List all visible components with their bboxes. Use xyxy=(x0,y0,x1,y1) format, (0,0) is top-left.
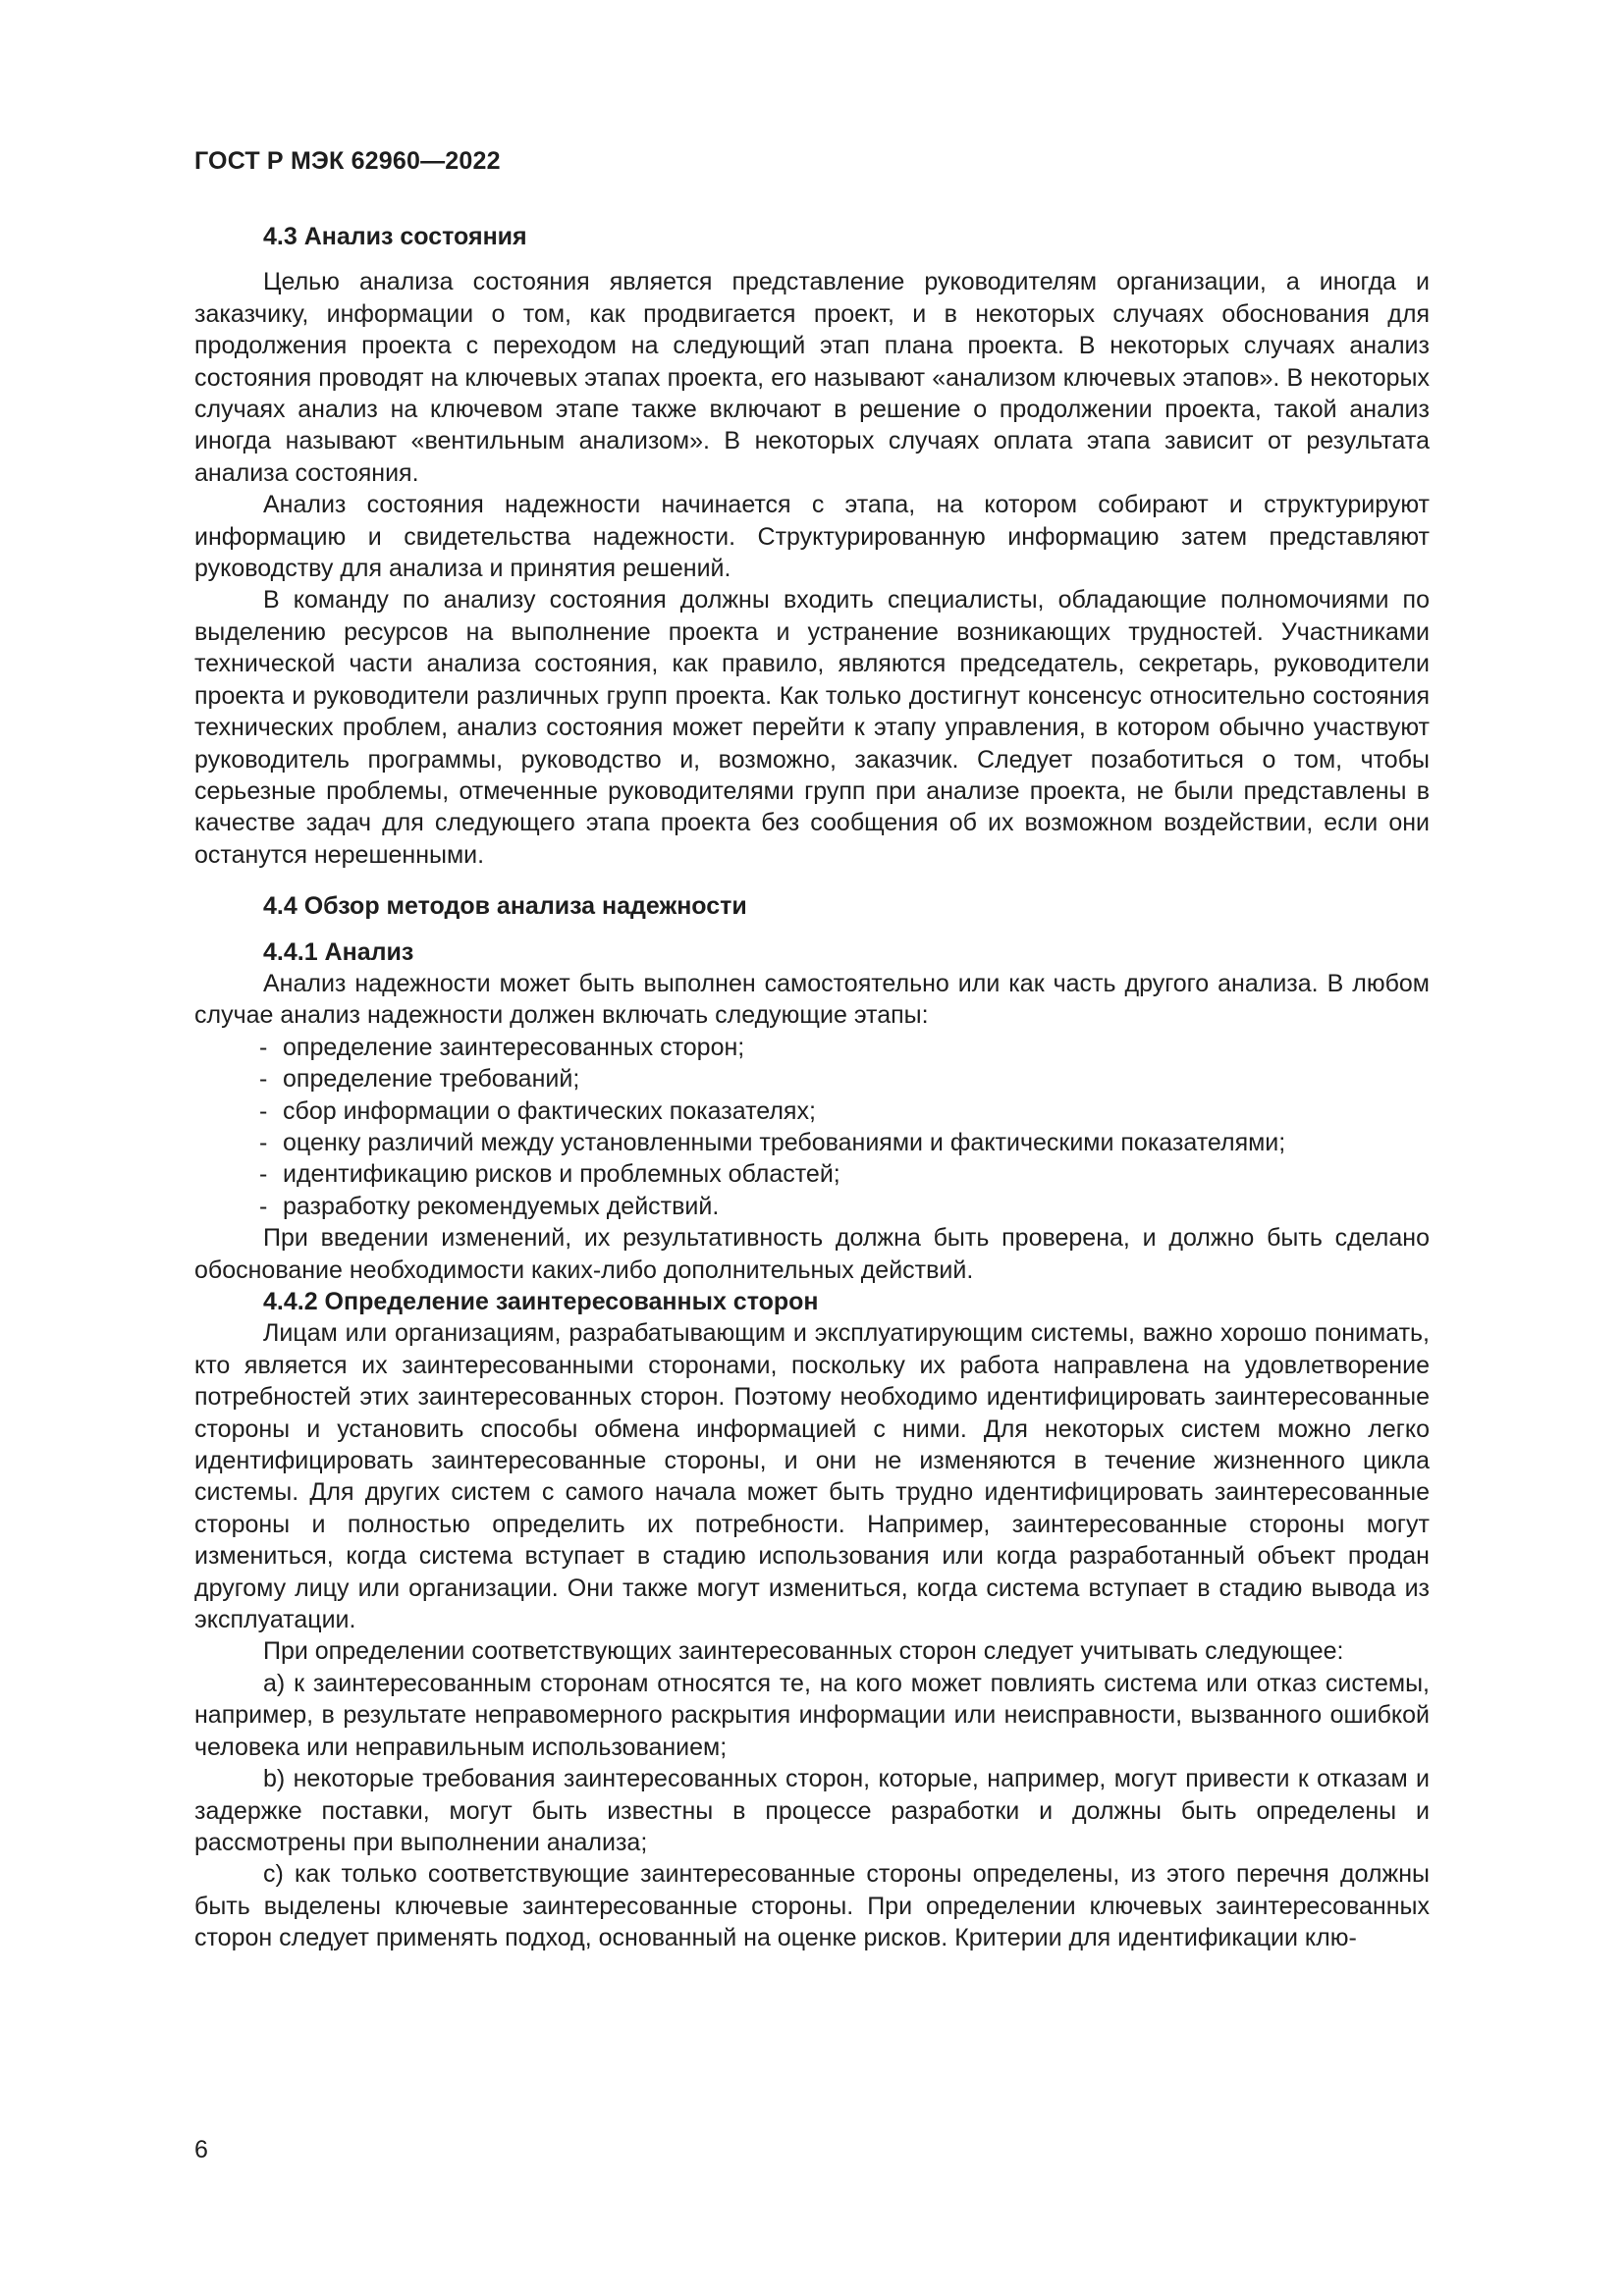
list-item: - определение требований; xyxy=(259,1065,580,1094)
list-item: - идентификацию рисков и проблемных областей; xyxy=(259,1160,840,1189)
section-4-4-title: 4.4 Обзор методов анализа надежности xyxy=(263,892,747,921)
section-4-4-1-intro: Анализ надежности может быть выполнен самостоятельно или как часть другого анализа. В любом случае анализ надежности должен включать следующие этапы: xyxy=(194,969,1430,1030)
section-4-4-2-title: 4.4.2 Определение заинтересованных сторон xyxy=(263,1288,819,1315)
section-4-3-paragraph: Анализ состояния надежности начинается с этапа, на котором собирают и структурируют информацию и свидетельства надежности. Структурированную информацию затем представляют руководству для анализа и принятия решений. xyxy=(194,491,1430,583)
list-item: - оценку различий между установленными требованиями и фактическими показателями; xyxy=(259,1128,1286,1156)
page-number: 6 xyxy=(194,2136,208,2163)
list-item: - определение заинтересованных сторон; xyxy=(259,1033,745,1061)
document-header: ГОСТ Р МЭК 62960—2022 xyxy=(194,147,501,175)
list-item: - разработку рекомендуемых действий. xyxy=(259,1192,720,1220)
document-body xyxy=(194,221,1430,1954)
section-4-3-paragraph: В команду по анализу состояния должны входить специалисты, обладающие полномочиями по выделению ресурсов на выполнение проекта и устранение возникающих трудностей. Участниками технической части анализа состояния, как правило, являются председатель, секретарь, руководители проекта и руководители различных групп проекта. Как только достигнут консенсус относительно состояния технических проблем, анализ состояния может перейти к этапу управления, в котором обычно участвуют руководитель программы, руководство и, возможно, заказчик. Следует позаботиться о том, чтобы серьезные проблемы, отмеченные руководителями групп при анализе проекта, не были представлены в качестве задач для следующего этапа проекта без сообщения об их возможном воздействии, если они останутся нерешенными. xyxy=(194,586,1430,869)
section-4-4-2-item-b: b) некоторые требования заинтересованных сторон, которые, например, могут привести к отказам и задержке поставки, могут быть известны в процессе разработки и должны быть определены и рассмотрены при выполнении анализа; xyxy=(194,1765,1430,1856)
steps-list xyxy=(194,1032,1430,1222)
list-item: - сбор информации о фактических показателях; xyxy=(259,1096,816,1125)
section-4-4-2-item-c: c) как только соответствующие заинтересованные стороны определены, из этого перечня должны быть выделены ключевые заинтересованные стороны. При определении ключевых заинтересованных сторон следует применять подход, основанный на оценке рисков. Критерии для идентификации клю- xyxy=(194,1860,1430,1952)
section-4-4-1-title: 4.4.1 Анализ xyxy=(263,937,414,966)
section-4-4-2-item-a: a) к заинтересованным сторонам относятся те, на кого может повлиять система или отказ системы, например, в результате неправомерного раскрытия информации или неисправности, вызванного ошибкой человека или неправильным использованием; xyxy=(194,1669,1430,1761)
section-4-3-paragraph: Целью анализа состояния является представление руководителям организации, а иногда и заказчику, информации о том, как продвигается проект, и в некоторых случаях обоснования для продолжения проекта с переходом на следующий этап плана проекта. В некоторых случаях анализ состояния проводят на ключевых этапах проекта, его называют «анализом ключевых этапов». В некоторых случаях анализ на ключевом этапе также включают в решение о продолжении проекта, такой анализ иногда называют «вентильным анализом». В некоторых случаях оплата этапа зависит от результата анализа состояния. xyxy=(194,268,1430,487)
section-4-4-2-paragraph: При определении соответствующих заинтересованных сторон следует учитывать следующее: xyxy=(263,1637,1344,1666)
section-4-4-1-outro: При введении изменений, их результативность должна быть проверена, и должно быть сделано обоснование необходимости каких-либо дополнительных действий. xyxy=(194,1224,1430,1284)
section-4-4-2-paragraph: Лицам или организациям, разрабатывающим и эксплуатирующим системы, важно хорошо понимать, кто является их заинтересованными сторонами, поскольку их работа направлена на удовлетворение потребностей этих заинтересованных сторон. Поэтому необходимо идентифицировать заинтересованные стороны и установить способы обмена информацией с ними. Для некоторых систем можно легко идентифицировать заинтересованные стороны, и они не изменяются в течение жизненного цикла системы. Для других систем с самого начала может быть трудно идентифицировать заинтересованные стороны и полностью определить их потребности. Например, заинтересованные стороны могут измениться, когда система вступает в стадию использования или когда разработанный объект продан другому лицу или организации. Они также могут измениться, когда система вступает в стадию вывода из эксплуатации. xyxy=(194,1319,1430,1634)
section-4-3-title: 4.3 Анализ состояния xyxy=(263,223,527,250)
